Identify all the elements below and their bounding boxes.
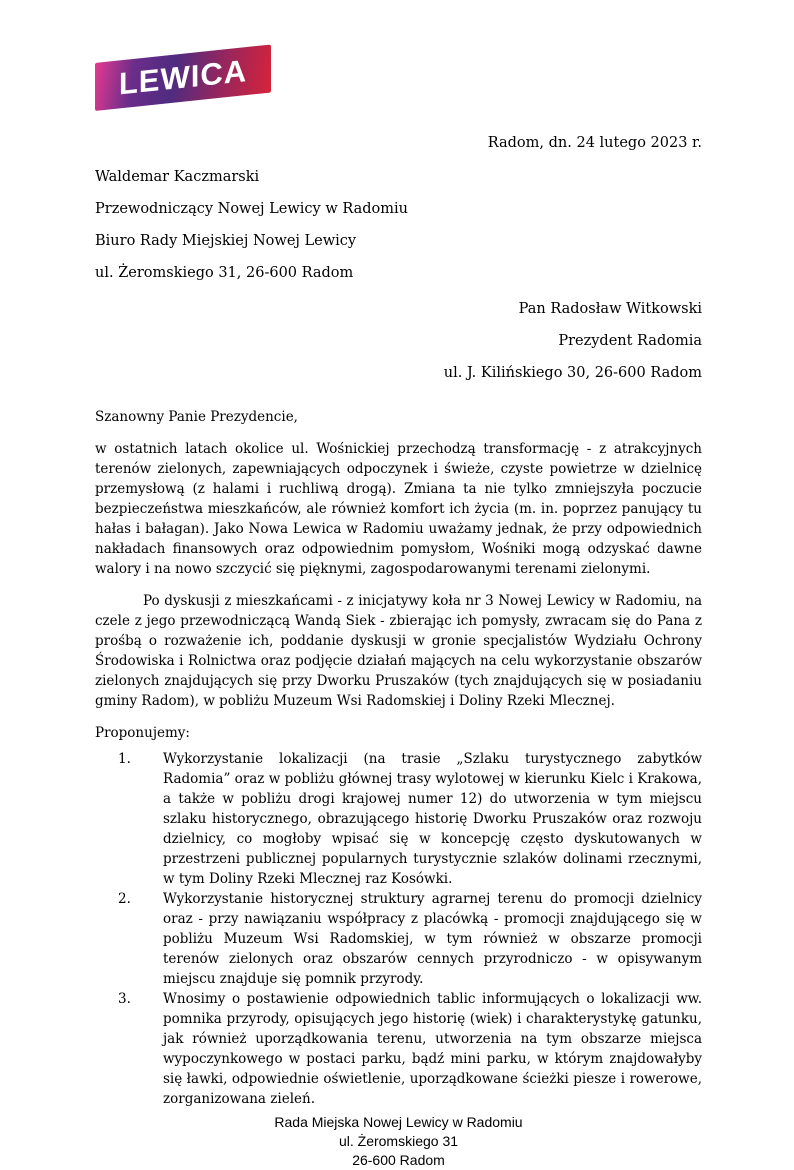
list-item-number: 1. <box>118 751 131 767</box>
sender-office: Biuro Rady Miejskiej Nowej Lewicy <box>95 233 357 249</box>
date-line: Radom, dn. 24 lutego 2023 r. <box>487 135 702 151</box>
lewica-logo-text: LEWICA <box>118 53 248 102</box>
paragraph-2: Po dyskusji z mieszkańcami - z inicjatywy koła nr 3 Nowej Lewicy w Radomiu, na czele z jego przewodniczącą Wandą Siek - zbierając ich pomysły, zwracam się do Pana z prośbą o rozważenie ich, poddanie dyskusji w gronie specjalistów Wydziału Ochrony Środowiska i Rolnictwa oraz podjęcie działań mających na celu wykorzystanie obszarów zielonych znajdujących się przy Dworku Pruszaków (tych znajdujących się w posiadaniu gminy Radom), w pobliżu Muzeum Wsi Radomskiej i Doliny Rzeki Mlecznej. <box>95 593 702 709</box>
recipient-block <box>95 293 702 389</box>
footer-city: 26-600 Radom <box>352 1152 445 1168</box>
sender-title: Przewodniczący Nowej Lewicy w Radomiu <box>95 201 408 217</box>
lewica-logo-banner <box>95 45 271 111</box>
list-item <box>95 989 702 1109</box>
salutation: Szanowny Panie Prezydencie, <box>95 409 298 425</box>
recipient-address: ul. J. Kilińskiego 30, 26-600 Radom <box>443 365 702 381</box>
recipient-name: Pan Radosław Witkowski <box>518 301 702 317</box>
list-item <box>95 889 702 989</box>
sender-name: Waldemar Kaczmarski <box>95 169 260 185</box>
proposal-list <box>95 749 702 1109</box>
footer-street: ul. Żeromskiego 31 <box>338 1133 459 1149</box>
paragraph-1: w ostatnich latach okolice ul. Wośnickiej przechodzą transformację - z atrakcyjnych terenów zielonych, zapewniających odpoczynek i świeże, czyste powietrze w dzielnicę przemysłową (z halami i ruchliwą drogą). Zmiana ta nie tylko zmniejszyła poczucie bezpieczeństwa mieszkańców, ale również komfort ich życia (m. in. poprzez panujący tu hałas i bałagan). Jako Nowa Lewica w Radomiu uważamy jednak, że przy odpowiednich nakładach finansowych oraz odpowiednim pomysłom, Wośniki mogą odzyskać dawne walory i na nowo szczycić się pięknymi, zagospodarowanymi terenami zielonymi. <box>95 441 702 577</box>
sender-block <box>95 161 702 289</box>
recipient-title: Prezydent Radomia <box>558 333 702 349</box>
list-item <box>95 749 702 889</box>
lewica-logo <box>95 53 702 133</box>
sender-address: ul. Żeromskiego 31, 26-600 Radom <box>95 265 354 281</box>
list-item-text: Wykorzystanie historycznej struktury agrarnej terenu do promocji dzielnicy oraz - przy nawiązaniu współpracy z placówką - promocji znajdującego się w pobliżu Muzeum Wsi Radomskiej, w tym również w obszarze promocji terenów zielonych oraz obszarów cennych przyrodniczo - w opisywanym miejscu znajduje się pomnik przyrody. <box>163 891 702 987</box>
list-item-number: 2. <box>118 891 131 907</box>
list-item-number: 3. <box>118 991 131 1007</box>
list-item-text: Wykorzystanie lokalizacji (na trasie „Szlaku turystycznego zabytków Radomia” oraz w pobliżu głównej trasy wylotowej w kierunku Kielc i Krakowa, a także w pobliżu drogi krajowej numer 12) do utworzenia w tym miejscu szlaku historycznego, obrazującego historię Dworku Pruszaków oraz rozwoju dzielnicy, co mogłoby wpisać się w koncepcję często dyskutowanych w przestrzeni publicznej popularnych turystycznie szlaków dolinami rzecznymi, w tym Doliny Rzeki Mlecznej raz Kosówki. <box>163 751 702 887</box>
footer-block <box>95 1113 702 1170</box>
footer-org: Rada Miejska Nowej Lewicy w Radomiu <box>274 1114 523 1130</box>
list-item-text: Wnosimy o postawienie odpowiednich tablic informujących o lokalizacji ww. pomnika przyrody, opisujących jego historię (wiek) i charakterystykę gatunku, jak również uporządkowania terenu, utworzenia na tym obszarze miejsca wypoczynkowego w postaci parku, bądź mini parku, w którym znajdowałyby się ławki, odpowiednie oświetlenie, uporządkowane ścieżki piesze i rowerowe, zorganizowana zieleń. <box>163 991 702 1107</box>
proposals-intro: Proponujemy: <box>95 725 190 741</box>
